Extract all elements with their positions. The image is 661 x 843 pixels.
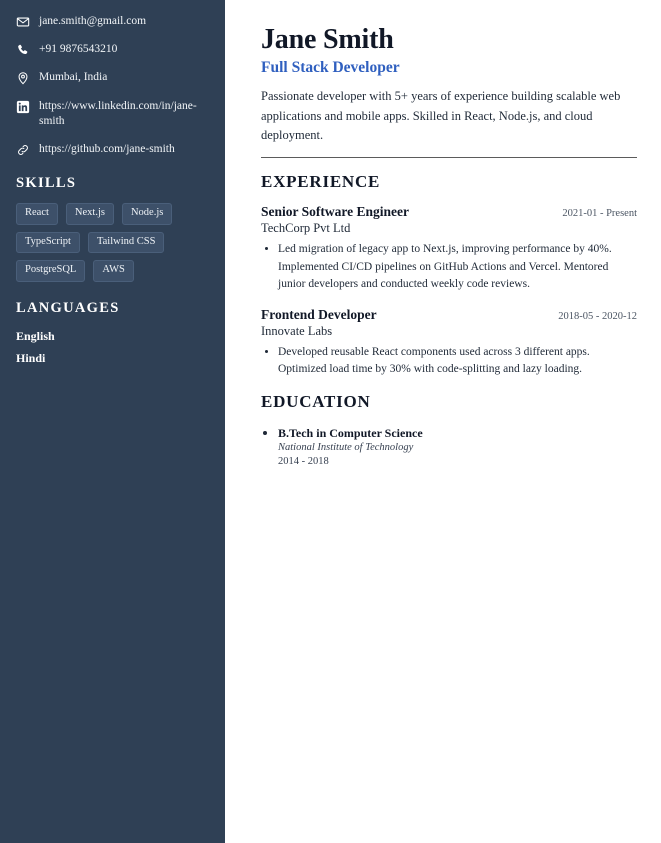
contact-item-location <box>16 70 209 85</box>
location-pin-icon <box>16 71 30 85</box>
contact-email-text: jane.smith@gmail.com <box>39 15 147 27</box>
education-list <box>261 424 637 469</box>
skill-chip: Node.js <box>122 203 172 225</box>
experience-bullets <box>261 344 637 378</box>
job-role-subtitle: Full Stack Developer <box>261 59 400 77</box>
experience-job-dates: 2021-01 - Present <box>562 208 637 220</box>
experience-heading: EXPERIENCE <box>261 172 381 192</box>
language-item: English <box>16 328 55 343</box>
education-heading: EDUCATION <box>261 391 371 411</box>
header-divider <box>261 157 637 158</box>
experience-entry-header <box>261 204 637 220</box>
phone-icon <box>16 43 30 57</box>
experience-company: Innovate Labs <box>261 323 333 338</box>
contact-phone-text: +91 9876543210 <box>39 43 118 56</box>
experience-entry-header <box>261 307 637 323</box>
skill-chip: Next.js <box>66 203 114 225</box>
languages-list <box>16 328 209 366</box>
experience-company: TechCorp Pvt Ltd <box>261 221 351 236</box>
skills-chip-list <box>16 203 209 282</box>
skill-chip: TypeScript <box>16 232 80 254</box>
experience-entry <box>261 204 637 292</box>
contact-list <box>16 14 209 157</box>
languages-heading: LANGUAGES <box>16 299 120 316</box>
contact-item-email <box>16 14 209 29</box>
contact-location-text: Mumbai, India <box>39 71 108 84</box>
main-content <box>225 0 661 843</box>
language-item: Hindi <box>16 351 46 365</box>
skill-chip: Tailwind CSS <box>88 232 164 254</box>
experience-entry <box>261 307 637 378</box>
education-years: 2014 - 2018 <box>278 455 329 467</box>
skill-chip: AWS <box>93 260 134 282</box>
contact-website-text: https://github.com/jane-smith <box>39 142 175 155</box>
experience-bullet: • Developed reusable React components used across 3 different apps. Optimized load time by 30% with code-splitting and lazy loading. <box>278 344 637 378</box>
education-degree: • B.Tech in Computer Science <box>278 425 423 440</box>
link-icon <box>16 143 30 157</box>
page-title: Jane Smith <box>261 24 394 55</box>
experience-bullets <box>261 241 637 292</box>
skill-chip: React <box>16 203 58 225</box>
experience-job-dates: 2018-05 - 2020-12 <box>558 310 637 322</box>
linkedin-icon <box>16 100 30 114</box>
professional-summary: Passionate developer with 5+ years of experience building scalable web applications and mobile apps. Skilled in React, Node.js, and cloud deployment. <box>261 89 621 143</box>
experience-job-title: Frontend Developer <box>261 306 377 322</box>
education-entry <box>278 424 637 469</box>
skill-chip: PostgreSQL <box>16 260 85 282</box>
contact-item-website[interactable] <box>16 142 209 157</box>
skills-heading: SKILLS <box>16 175 77 192</box>
experience-bullet: • Led migration of legacy app to Next.js, improving performance by 40%. Implemented CI/CD pipelines on GitHub Actions and Vercel. Mentored junior developers and conducted weekly code reviews. <box>278 241 637 292</box>
experience-job-title: Senior Software Engineer <box>261 204 409 220</box>
education-school: National Institute of Technology <box>278 441 414 453</box>
sidebar <box>0 0 225 843</box>
email-icon <box>16 15 30 29</box>
contact-item-phone <box>16 42 209 57</box>
contact-linkedin-text: https://www.linkedin.com/in/jane-smith <box>39 99 197 127</box>
contact-item-linkedin[interactable] <box>16 99 209 129</box>
